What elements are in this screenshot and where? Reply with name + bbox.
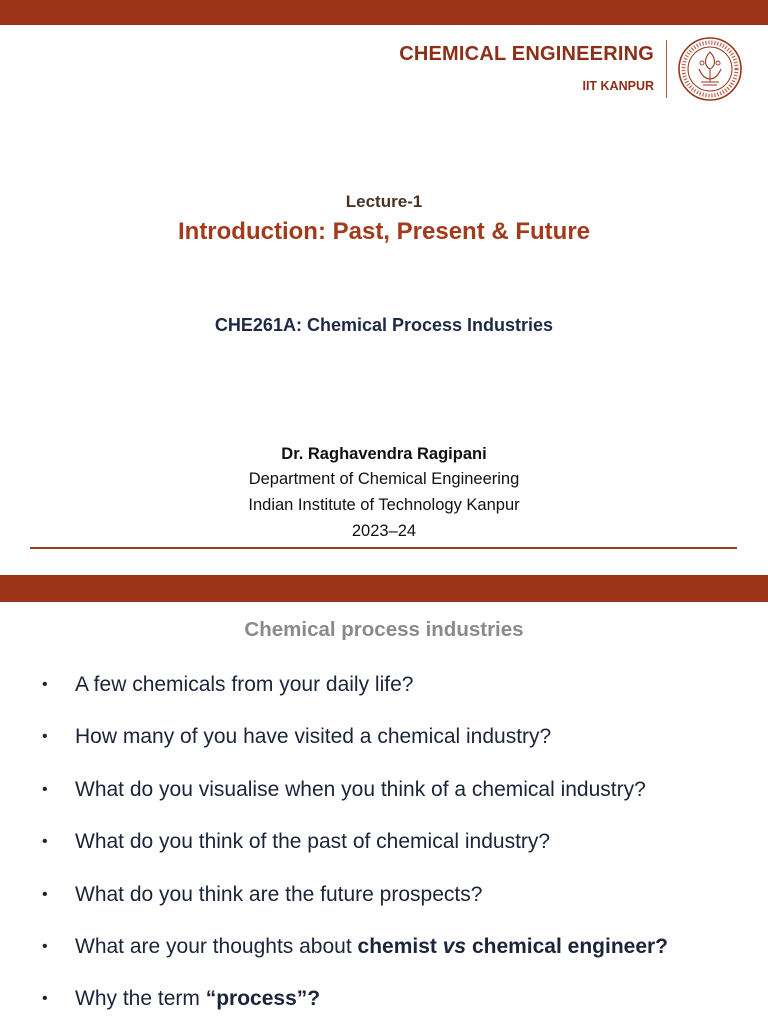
bullet-icon: • [42,885,48,903]
iit-kanpur-seal-icon [677,36,743,102]
bullet-text: What do you think are the future prospects? [75,882,483,906]
header-department: CHEMICAL ENGINEERING [399,43,654,65]
bullet-text: What do you visualise when you think of a chemical industry? [75,777,646,801]
bullet-emphasis-chemical-engineer: chemical engineer? [471,934,669,958]
author-name: Dr. Raghavendra Ragipani [281,445,487,463]
bullet-emphasis-chemist: chemist [357,934,437,958]
bullet-icon: • [42,780,48,798]
bullet-text: A few chemicals from your daily life? [75,673,414,696]
top-accent-bar [0,0,768,25]
bullet-text-prefix: What are your thoughts about [75,934,358,958]
header-institute: IIT KANPUR [582,79,654,93]
title-underline-divider [30,547,737,549]
author-department: Department of Chemical Engineering [248,470,520,488]
bullet-icon: • [42,833,48,851]
bullet-text: What do you think of the past of chemical industry? [75,830,551,854]
academic-year: 2023–24 [351,522,417,540]
author-institute: Indian Institute of Technology Kanpur [248,496,520,514]
bullet-icon: • [42,728,48,746]
bullet-icon: • [42,676,48,693]
header-divider [666,40,667,98]
course-title: CHE261A: Chemical Process Industries [214,315,554,335]
bullet-emphasis-process: “process”? [205,987,321,1011]
bullet-text: How many of you have visited a chemical industry? [75,725,552,749]
lecture-title: Introduction: Past, Present & Future [177,218,591,245]
bullet-icon: • [42,937,48,955]
bullet-emphasis-vs: vs [442,934,467,958]
bullet-text-prefix: Why the term [75,987,206,1011]
bullet-icon: • [42,990,48,1008]
lecture-number: Lecture-1 [345,192,423,211]
slide-separator-bar [0,575,768,602]
bullet-text [75,932,668,962]
bullet-text [75,984,320,1014]
section-heading: Chemical process industries [244,618,524,641]
